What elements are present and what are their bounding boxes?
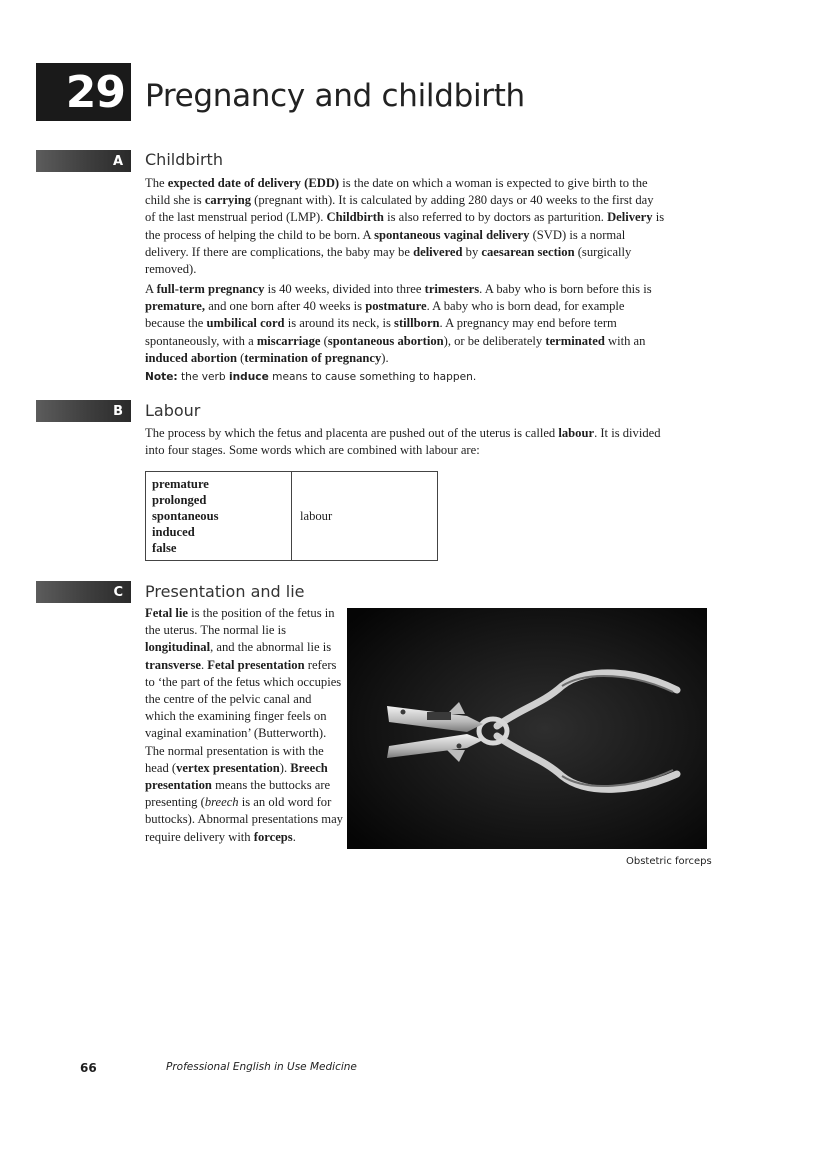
- text-run: . A baby who is born before this is: [479, 282, 652, 296]
- collocation-words: [146, 472, 292, 561]
- section-b-title: Labour: [145, 401, 201, 420]
- text-run: (: [320, 333, 328, 348]
- text-run: and one born after 40 weeks is: [205, 299, 366, 314]
- text-run: refers to ‘the part of the fetus which occupies the centre of the pelvic canal and which the examining finger feels on vaginal examination’ (Butterworth). The normal presentation is with the head (: [145, 657, 342, 775]
- italic-term: breech: [204, 795, 239, 810]
- section-c-paragraph: [145, 605, 345, 846]
- text-run: .: [200, 657, 208, 672]
- collocation-word: premature: [152, 477, 209, 491]
- key-term: longitudinal: [145, 640, 211, 655]
- key-term: Fetal lie: [145, 606, 189, 620]
- key-term: induced abortion: [145, 350, 238, 365]
- obstetric-forceps-photo: [347, 608, 707, 849]
- section-a-paragraph-1: [145, 175, 665, 278]
- section-c-marker: C: [36, 581, 131, 603]
- key-term: premature,: [145, 299, 206, 314]
- key-term: induce: [229, 371, 269, 383]
- text-run: means to cause something to happen.: [268, 371, 477, 383]
- text-run: The process by which the fetus and placenta are pushed out of the uterus is called: [145, 426, 559, 440]
- unit-title: Pregnancy and childbirth: [145, 78, 525, 114]
- key-term: carrying: [204, 193, 251, 208]
- text-run: ).: [381, 350, 389, 365]
- key-term: Childbirth: [326, 210, 384, 225]
- section-a-title: Childbirth: [145, 150, 223, 169]
- text-run: is also referred to by doctors as parturition.: [383, 210, 608, 225]
- text-run: (: [237, 350, 245, 365]
- key-term: (EDD): [304, 176, 340, 190]
- collocation-table: [145, 471, 438, 561]
- text-run: is 40 weeks, divided into three: [264, 282, 425, 296]
- key-term: postmature: [365, 299, 427, 314]
- book-title: Professional English in Use Medicine: [166, 1061, 357, 1073]
- collocation-word: spontaneous: [152, 509, 219, 523]
- key-term: delivered: [413, 244, 463, 259]
- text-run: (surgically removed).: [145, 244, 632, 277]
- key-term: miscarriage: [256, 333, 321, 348]
- text-run: A: [145, 282, 157, 296]
- page-number: 66: [80, 1061, 97, 1075]
- text-run: by: [462, 244, 482, 259]
- section-a-note: [145, 371, 476, 383]
- text-run: ).: [279, 760, 291, 775]
- key-term: labour: [558, 426, 595, 440]
- key-term: caesarean section: [481, 244, 575, 259]
- text-run: the verb: [177, 371, 229, 383]
- key-term: termination of pregnancy: [244, 350, 382, 365]
- key-term: trimesters: [424, 282, 480, 296]
- key-term: Delivery: [607, 210, 653, 225]
- section-b-paragraph: [145, 425, 665, 459]
- collocation-headword: labour: [292, 472, 438, 561]
- key-term: full-term pregnancy: [156, 282, 265, 296]
- text-run: is the position of the fetus in the uterus. The normal lie is: [145, 606, 335, 638]
- key-term: vertex presentation: [176, 760, 280, 775]
- text-run: (pregnant with). It is calculated by adding 280 days or 40 weeks to the first day of the last menstrual period (LMP).: [145, 193, 654, 225]
- key-term: spontaneous abortion: [327, 333, 444, 348]
- section-a-paragraph-2: [145, 281, 665, 367]
- photo-caption: Obstetric forceps: [626, 856, 712, 867]
- collocation-word: prolonged: [152, 493, 207, 507]
- text-run: . A pregnancy may end before term spontaneously, with a: [145, 316, 617, 348]
- text-run: . A baby who is born dead, for example because the: [145, 299, 625, 331]
- text-run: is an old word for buttocks). Abnormal presentations may require delivery with: [145, 795, 343, 844]
- text-run: is the date on which a woman is expected to give birth to the child she is: [145, 176, 648, 208]
- text-run: is around its neck, is: [284, 316, 395, 331]
- text-run: The: [145, 176, 168, 190]
- key-term: spontaneous vaginal delivery: [374, 227, 530, 242]
- key-term: Note:: [145, 371, 178, 383]
- text-run: is the process of helping the child to be born. A: [145, 210, 665, 242]
- key-term: Breech presentation: [145, 760, 328, 793]
- collocation-word: induced: [152, 525, 195, 539]
- text-run: . It is divided into four stages. Some words which are combined with labour are:: [145, 426, 661, 458]
- unit-number: 29: [36, 63, 131, 121]
- text-run: ), or be deliberately: [443, 333, 546, 348]
- section-b-marker: B: [36, 400, 131, 422]
- key-term: Fetal presentation: [207, 657, 305, 672]
- text-run: means the buttocks are presenting (: [145, 778, 331, 810]
- key-term: umbilical cord: [206, 316, 285, 331]
- section-c-title: Presentation and lie: [145, 582, 305, 601]
- text-run: .: [292, 829, 296, 844]
- text-run: , and the abnormal lie is: [210, 640, 332, 655]
- key-term: transverse: [145, 657, 201, 672]
- collocation-word: false: [152, 541, 177, 555]
- section-a-marker: A: [36, 150, 131, 172]
- key-term: expected date of delivery: [167, 176, 301, 190]
- key-term: forceps: [253, 829, 293, 844]
- forceps-illustration: [347, 608, 707, 849]
- text-run: (SVD) is a normal delivery. If there are complications, the baby may be: [145, 227, 626, 259]
- key-term: terminated: [545, 333, 605, 348]
- text-run: with an: [604, 333, 646, 348]
- key-term: stillborn: [394, 316, 440, 331]
